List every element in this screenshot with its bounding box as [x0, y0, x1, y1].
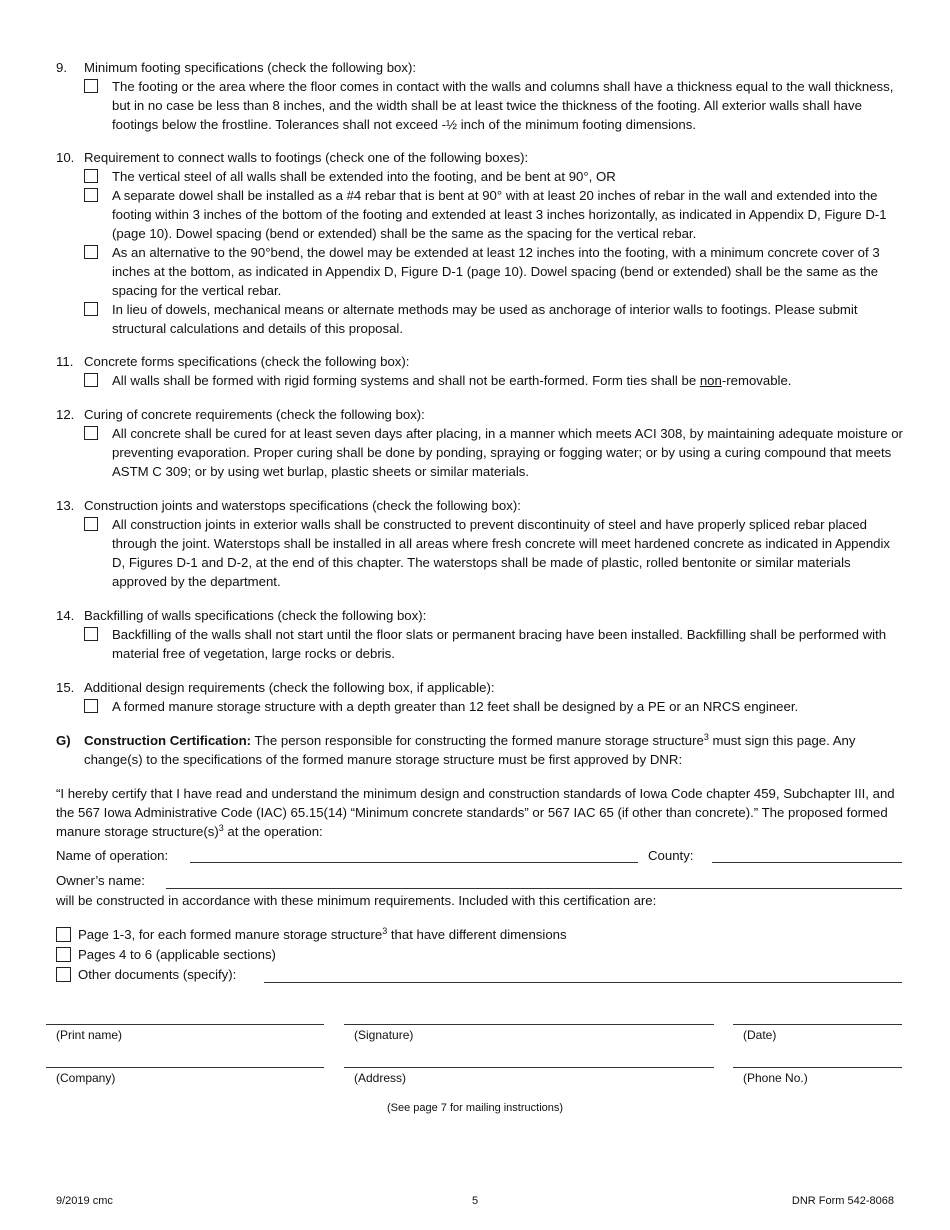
- checkbox[interactable]: [84, 699, 98, 713]
- item-number: 11.: [56, 354, 74, 369]
- item-11-option: [56, 371, 906, 390]
- print-name-field[interactable]: [46, 1024, 324, 1025]
- option-text-underlined: non: [699, 373, 722, 388]
- item-14: [56, 606, 906, 663]
- option-text: The footing or the area where the floor comes in contact with the walls and columns shall have a thickness equal to the wall thickness, but in no case be less than 8 inches, and the width shall be at least twice the thickness of the footing. All exterior walls shall have footings below the frostline. Tolerances shall not exceed -½ inch of the minimum footing dimensions.: [112, 79, 894, 132]
- checkbox[interactable]: [84, 79, 98, 93]
- item-heading: Additional design requirements (check the following box, if applicable):: [84, 680, 495, 695]
- item-13-heading: [56, 496, 906, 515]
- address-field[interactable]: [344, 1067, 714, 1068]
- included-text-pre: Page 1-3, for each formed manure storage structure: [78, 927, 383, 942]
- item-heading: Concrete forms specifications (check the following box):: [84, 354, 410, 369]
- section-g: [56, 731, 906, 769]
- checkbox[interactable]: [56, 927, 71, 942]
- item-9-heading: [56, 58, 906, 77]
- item-14-heading: [56, 606, 906, 625]
- county-field[interactable]: [712, 862, 902, 863]
- mailing-note: (See page 7 for mailing instructions): [386, 1102, 564, 1114]
- item-14-option: [56, 625, 906, 663]
- section-text-post: must sign this page. Any change(s) to the specifications of the formed manure storage structure must be first approved by DNR:: [84, 733, 856, 767]
- owner-label: Owner’s name:: [56, 873, 145, 888]
- section-letter: G): [56, 733, 71, 748]
- option-text: A formed manure storage structure with a depth greater than 12 feet shall be designed by a PE or an NRCS engineer.: [112, 699, 799, 714]
- item-12-heading: [56, 405, 906, 424]
- checkbox[interactable]: [84, 188, 98, 202]
- footnote-mark: 3: [703, 732, 709, 742]
- item-number: 15.: [56, 680, 75, 695]
- other-documents-field[interactable]: [264, 982, 902, 983]
- item-11: [56, 352, 906, 390]
- checkbox[interactable]: [84, 245, 98, 259]
- included-item-3: [56, 965, 278, 984]
- date-field[interactable]: [733, 1024, 902, 1025]
- item-9: [56, 58, 906, 134]
- date-label: (Date): [743, 1028, 777, 1042]
- certify-text-post: at the operation:: [223, 824, 323, 839]
- checkbox[interactable]: [56, 967, 71, 982]
- footnote-mark: 3: [382, 926, 388, 936]
- checkbox[interactable]: [84, 517, 98, 531]
- option-text: The vertical steel of all walls shall be extended into the footing, and be bent at 90°, OR: [112, 169, 616, 184]
- company-field[interactable]: [46, 1067, 324, 1068]
- item-heading: Requirement to connect walls to footings (check one of the following boxes):: [84, 150, 529, 165]
- item-heading: Construction joints and waterstops specifications (check the following box):: [84, 498, 521, 513]
- item-15-option: [56, 697, 906, 716]
- checkbox[interactable]: [84, 426, 98, 440]
- item-10: [56, 148, 906, 338]
- checkbox[interactable]: [56, 947, 71, 962]
- option-text: In lieu of dowels, mechanical means or alternate methods may be used as anchorage of interior walls to footings. Please submit structural calculations and details of this proposal.: [112, 302, 858, 336]
- item-number: 13.: [56, 498, 75, 513]
- checkbox[interactable]: [84, 373, 98, 387]
- item-number: 10.: [56, 150, 75, 165]
- item-number: 9.: [56, 60, 67, 75]
- included-item-1: [56, 925, 928, 944]
- phone-field[interactable]: [733, 1067, 902, 1068]
- item-12-option: [56, 424, 906, 481]
- option-text-pre: All walls shall be formed with rigid forming systems and shall not be earth-formed. Form ties shall be: [112, 373, 700, 388]
- address-label: (Address): [354, 1071, 407, 1085]
- section-g-text: [56, 731, 906, 769]
- item-15: [56, 678, 906, 716]
- item-9-option: [56, 77, 906, 134]
- item-15-heading: [56, 678, 906, 697]
- included-item-2: [56, 945, 928, 964]
- checkbox[interactable]: [84, 302, 98, 316]
- item-13: [56, 496, 906, 591]
- phone-label: (Phone No.): [743, 1071, 808, 1085]
- included-text-post: that have different dimensions: [387, 927, 567, 942]
- operation-label: Name of operation:: [56, 848, 169, 863]
- option-text: A separate dowel shall be installed as a #4 rebar that is bent at 90° with at least 20 inches of rebar in the wall and extended into the footing within 3 inches of the bottom of the footing and extended at least 3 inches horizontally, as indicated in Appendix D, Figure D-1 (page 10). Dowel spacing (bend or extended) shall be the same as the spacing for the vertical rebar.: [112, 188, 887, 241]
- footnote-mark: 3: [218, 823, 224, 833]
- print-name-label: (Print name): [56, 1028, 123, 1042]
- option-text: All concrete shall be cured for at least seven days after placing, in a manner which meets ACI 308, by maintaining adequate moisture or preventing evaporation. Proper curing shall be done by ponding, spraying or fogging water; or by using a curing compound that meets ASTM C 309; or by using wet burlap, plastic sheets or similar materials.: [112, 426, 903, 479]
- checkbox[interactable]: [84, 627, 98, 641]
- item-heading: Minimum footing specifications (check the following box):: [84, 60, 417, 75]
- certification-statement: [56, 784, 906, 841]
- included-text: Pages 4 to 6 (applicable sections): [78, 947, 276, 962]
- item-10-option-3: [56, 243, 906, 300]
- section-text-pre: The person responsible for constructing the formed manure storage structure: [251, 733, 704, 748]
- signature-field[interactable]: [344, 1024, 714, 1025]
- item-13-option: [56, 515, 906, 591]
- option-text: As an alternative to the 90°bend, the dowel may be extended at least 12 inches into the footing, with a minimum concrete cover of 3 inches at the bottom, as indicated in Appendix D, Figure D-1 (page 10). Dowel spacing (bend or extended) shall be the same as the spacing for the vertical rebar.: [112, 245, 880, 298]
- certify-text-pre: “I hereby certify that I have read and understand the minimum design and construction standards of Iowa Code chapter 459, Subchapter III, and the 567 Iowa Administrative Code (IAC) 65.15(14) “Minimum concrete standards” or 567 IAC 65 (if other than concrete).” The proposed formed manure storage structure(s): [56, 786, 895, 839]
- item-10-option-2: [56, 186, 906, 243]
- checkbox[interactable]: [84, 169, 98, 183]
- constructed-statement: will be constructed in accordance with these minimum requirements. Included with this certification are:: [56, 893, 657, 908]
- page-number: 5: [471, 1195, 479, 1207]
- item-heading: Curing of concrete requirements (check the following box):: [84, 407, 425, 422]
- option-text-post: -removable.: [721, 373, 792, 388]
- included-text: Other documents (specify):: [78, 967, 237, 982]
- form-number: DNR Form 542-8068: [791, 1195, 894, 1207]
- signature-label: (Signature): [354, 1028, 414, 1042]
- company-label: (Company): [56, 1071, 116, 1085]
- item-10-option-1: [56, 167, 906, 186]
- item-heading: Backfilling of walls specifications (check the following box):: [84, 608, 427, 623]
- item-number: 14.: [56, 608, 75, 623]
- section-title: Construction Certification:: [84, 733, 252, 748]
- item-11-heading: [56, 352, 906, 371]
- item-number: 12.: [56, 407, 75, 422]
- operation-name-field[interactable]: [190, 862, 638, 863]
- item-12: [56, 405, 906, 481]
- item-10-heading: [56, 148, 906, 167]
- footer-date: 9/2019 cmc: [56, 1195, 113, 1207]
- owner-name-field[interactable]: [166, 888, 902, 889]
- item-10-option-4: [56, 300, 906, 338]
- option-text: All construction joints in exterior walls shall be constructed to prevent discontinuity of steel and have properly spliced rebar placed through the joint. Waterstops shall be installed in all areas where fresh concrete will meet hardened concrete as indicated in Appendix D, Figures D-1 and D-2, at the end of this chapter. The waterstops shall be made of plastic, rolled bentonite or similar materials approved by the department.: [112, 517, 891, 589]
- county-label: County:: [648, 848, 694, 863]
- option-text: Backfilling of the walls shall not start until the floor slats or permanent bracing have been installed. Backfilling shall be performed with material free of vegetation, large rocks or debris.: [112, 627, 887, 661]
